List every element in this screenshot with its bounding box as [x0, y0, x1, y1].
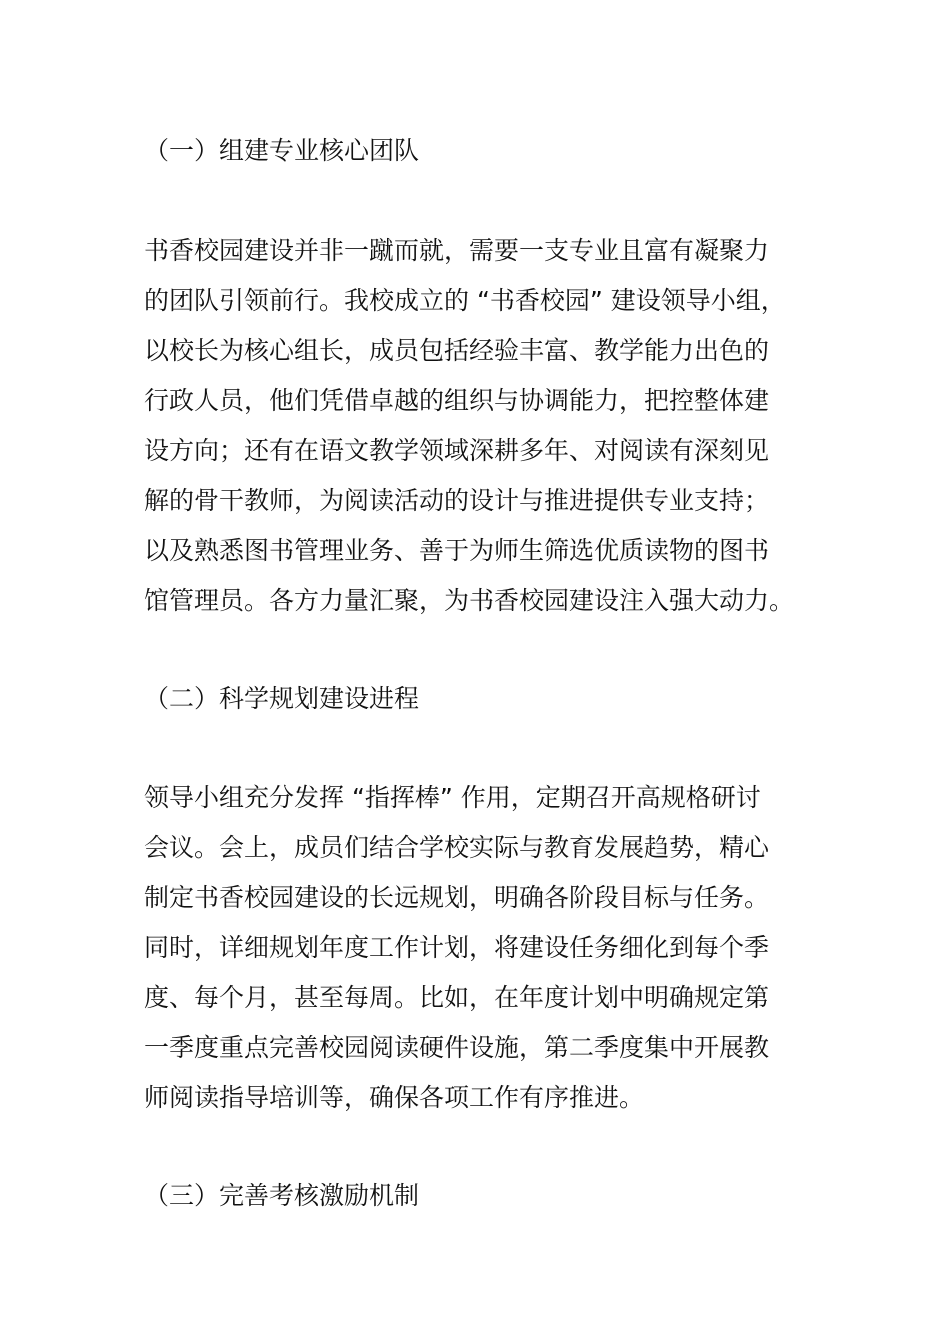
section-1-paragraph [144, 226, 834, 626]
paragraph-line: 行政人员，他们凭借卓越的组织与协调能力，把控整体建 [144, 386, 770, 415]
paragraph-line: 度、每个月，甚至每周。比如，在年度计划中明确规定第 [144, 983, 770, 1012]
paragraph-line: 设方向；还有在语文教学领域深耕多年、对阅读有深刻见 [144, 436, 770, 465]
paragraph-line: 领导小组充分发挥 “指挥棒” 作用，定期召开高规格研讨 [144, 783, 761, 812]
paragraph-line: 书香校园建设并非一蹴而就，需要一支专业且富有凝聚力 [144, 236, 770, 265]
paragraph-line: 同时，详细规划年度工作计划，将建设任务细化到每个季 [144, 933, 770, 962]
section-2-heading: （二）科学规划建设进程 [144, 684, 420, 713]
paragraph-line: 会议。会上，成员们结合学校实际与教育发展趋势，精心 [144, 833, 770, 862]
paragraph-line: 馆管理员。各方力量汇聚，为书香校园建设注入强大动力。 [144, 586, 795, 615]
section-2-paragraph [144, 773, 834, 1123]
paragraph-line: 以校长为核心组长，成员包括经验丰富、教学能力出色的 [144, 336, 770, 365]
paragraph-line: 解的骨干教师，为阅读活动的设计与推进提供专业支持； [144, 486, 770, 515]
paragraph-line: 一季度重点完善校园阅读硬件设施，第二季度集中开展教 [144, 1033, 770, 1062]
paragraph-line: 以及熟悉图书管理业务、善于为师生筛选优质读物的图书 [144, 536, 770, 565]
paragraph-line: 师阅读指导培训等，确保各项工作有序推进。 [144, 1083, 645, 1112]
section-3-heading: （三）完善考核激励机制 [144, 1181, 420, 1210]
paragraph-line: 的团队引领前行。我校成立的 “书香校园” 建设领导小组， [144, 286, 786, 315]
paragraph-line: 制定书香校园建设的长远规划，明确各阶段目标与任务。 [144, 883, 770, 912]
section-1-heading: （一）组建专业核心团队 [144, 136, 420, 165]
